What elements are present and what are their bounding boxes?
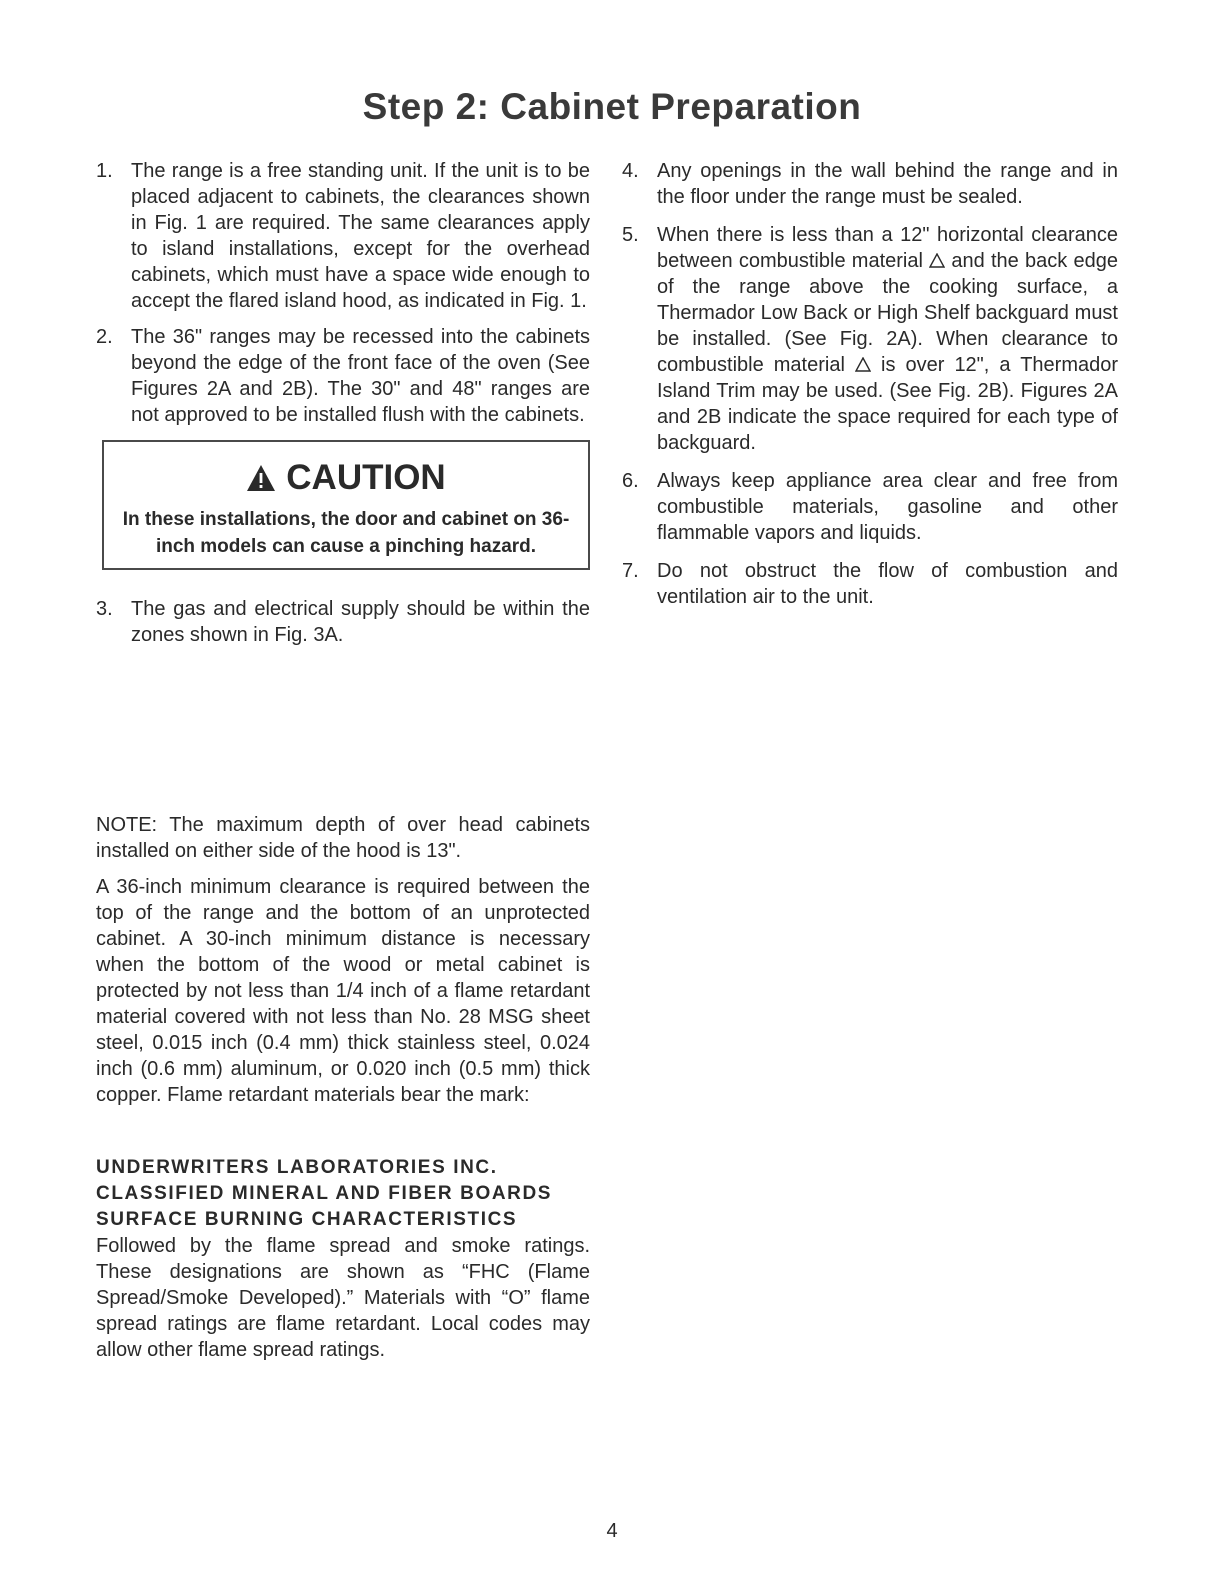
- list-item: [96, 596, 590, 648]
- list-item: [96, 324, 590, 428]
- item-text: Always keep appliance area clear and free from combustible materials, gasoline and other flammable vapors and liquids.: [657, 470, 1118, 544]
- caution-text: In these installations, the door and cabinet on 36-inch models can cause a pinching hazard.: [122, 509, 570, 557]
- ul-heading-line: SURFACE BURNING CHARACTERISTICS: [96, 1209, 518, 1230]
- item-text: The range is a free standing unit. If the unit is to be placed adjacent to cabinets, the clearances shown in Fig. 1 are required. The same clearances apply to island installations, except for the overhead cabinets, which must have a space wide enough to accept the flared island hood, as indicated in Fig. 1.: [131, 160, 590, 312]
- item-number: 7.: [622, 560, 639, 582]
- item-number: 1.: [96, 160, 113, 182]
- page-number: 4: [606, 1520, 618, 1542]
- right-column: [622, 158, 1118, 610]
- item-number: 4.: [622, 160, 639, 182]
- list-item: [622, 468, 1118, 546]
- item-number: 2.: [96, 326, 113, 348]
- caution-heading-row: [116, 456, 576, 500]
- item-text: The 36" ranges may be recessed into the cabinets beyond the edge of the front face of the oven (See Figures 2A and 2B). The 30" and 48" ranges are not approved to be installed flush with the cabinets.: [131, 326, 590, 426]
- caution-box: [102, 440, 590, 570]
- list-item: [622, 222, 1118, 456]
- item-number: 6.: [622, 470, 639, 492]
- list-item: [622, 558, 1118, 610]
- item-text: The gas and electrical supply should be within the zones shown in Fig. 3A.: [131, 598, 590, 646]
- item-text-part: is over 12", a Thermador Island Trim may be used. (See Fig. 2B). Figures 2A and 2B indicate the space required for each type of backguard.: [657, 354, 1119, 454]
- warning-triangle-icon: [246, 464, 276, 492]
- note-paragraph: NOTE: The maximum depth of over head cabinets installed on either side of the hood is 13".: [96, 814, 590, 862]
- item-text: [657, 222, 1118, 456]
- list-item: [622, 158, 1118, 210]
- item-number: 5.: [622, 224, 639, 246]
- ul-heading-line: UNDERWRITERS LABORATORIES INC.: [96, 1157, 498, 1178]
- item-text: Do not obstruct the flow of combustion and ventilation air to the unit.: [657, 560, 1118, 608]
- list-item: [96, 158, 590, 314]
- caution-heading: CAUTION: [286, 458, 446, 497]
- clearance-paragraph: A 36-inch minimum clearance is required between the top of the range and the bottom of an unprotected cabinet. A 30-inch minimum distance is necessary when the bottom of the wood or metal cabinet is protected by not less than 1/4 inch of a flame retardant material covered with not less than No. 28 MSG sheet steel, 0.015 inch (0.4 mm) thick stainless steel, 0.024 inch (0.6 mm) aluminum, or 0.020 inch (0.5 mm) thick copper. Flame retardant materials bear the mark:: [96, 876, 590, 1106]
- ul-heading-line: CLASSIFIED MINERAL AND FIBER BOARDS: [96, 1183, 553, 1204]
- item-text: Any openings in the wall behind the range and in the floor under the range must be sealed.: [657, 160, 1118, 208]
- delta-triangle-icon: [929, 253, 945, 268]
- item-number: 3.: [96, 598, 113, 620]
- item-text-part: and the back edge of the range above the cooking surface, a Thermador Low Back or High Shelf backguard must be installed. (See Fig. 2A). When clearance to combustible material: [657, 250, 1119, 376]
- left-column: [96, 158, 590, 648]
- ratings-paragraph: Followed by the flame spread and smoke ratings. These designations are shown as “FHC (Flame Spread/Smoke Developed).” Materials with “O” flame spread ratings are flame retardant. Local codes may allow other flame spread ratings.: [96, 1235, 590, 1361]
- item-text-part: When there is less than a 12" horizontal clearance between combustible material: [657, 224, 1118, 272]
- page-title: Step 2: Cabinet Preparation: [362, 86, 862, 127]
- delta-triangle-icon: [855, 357, 871, 372]
